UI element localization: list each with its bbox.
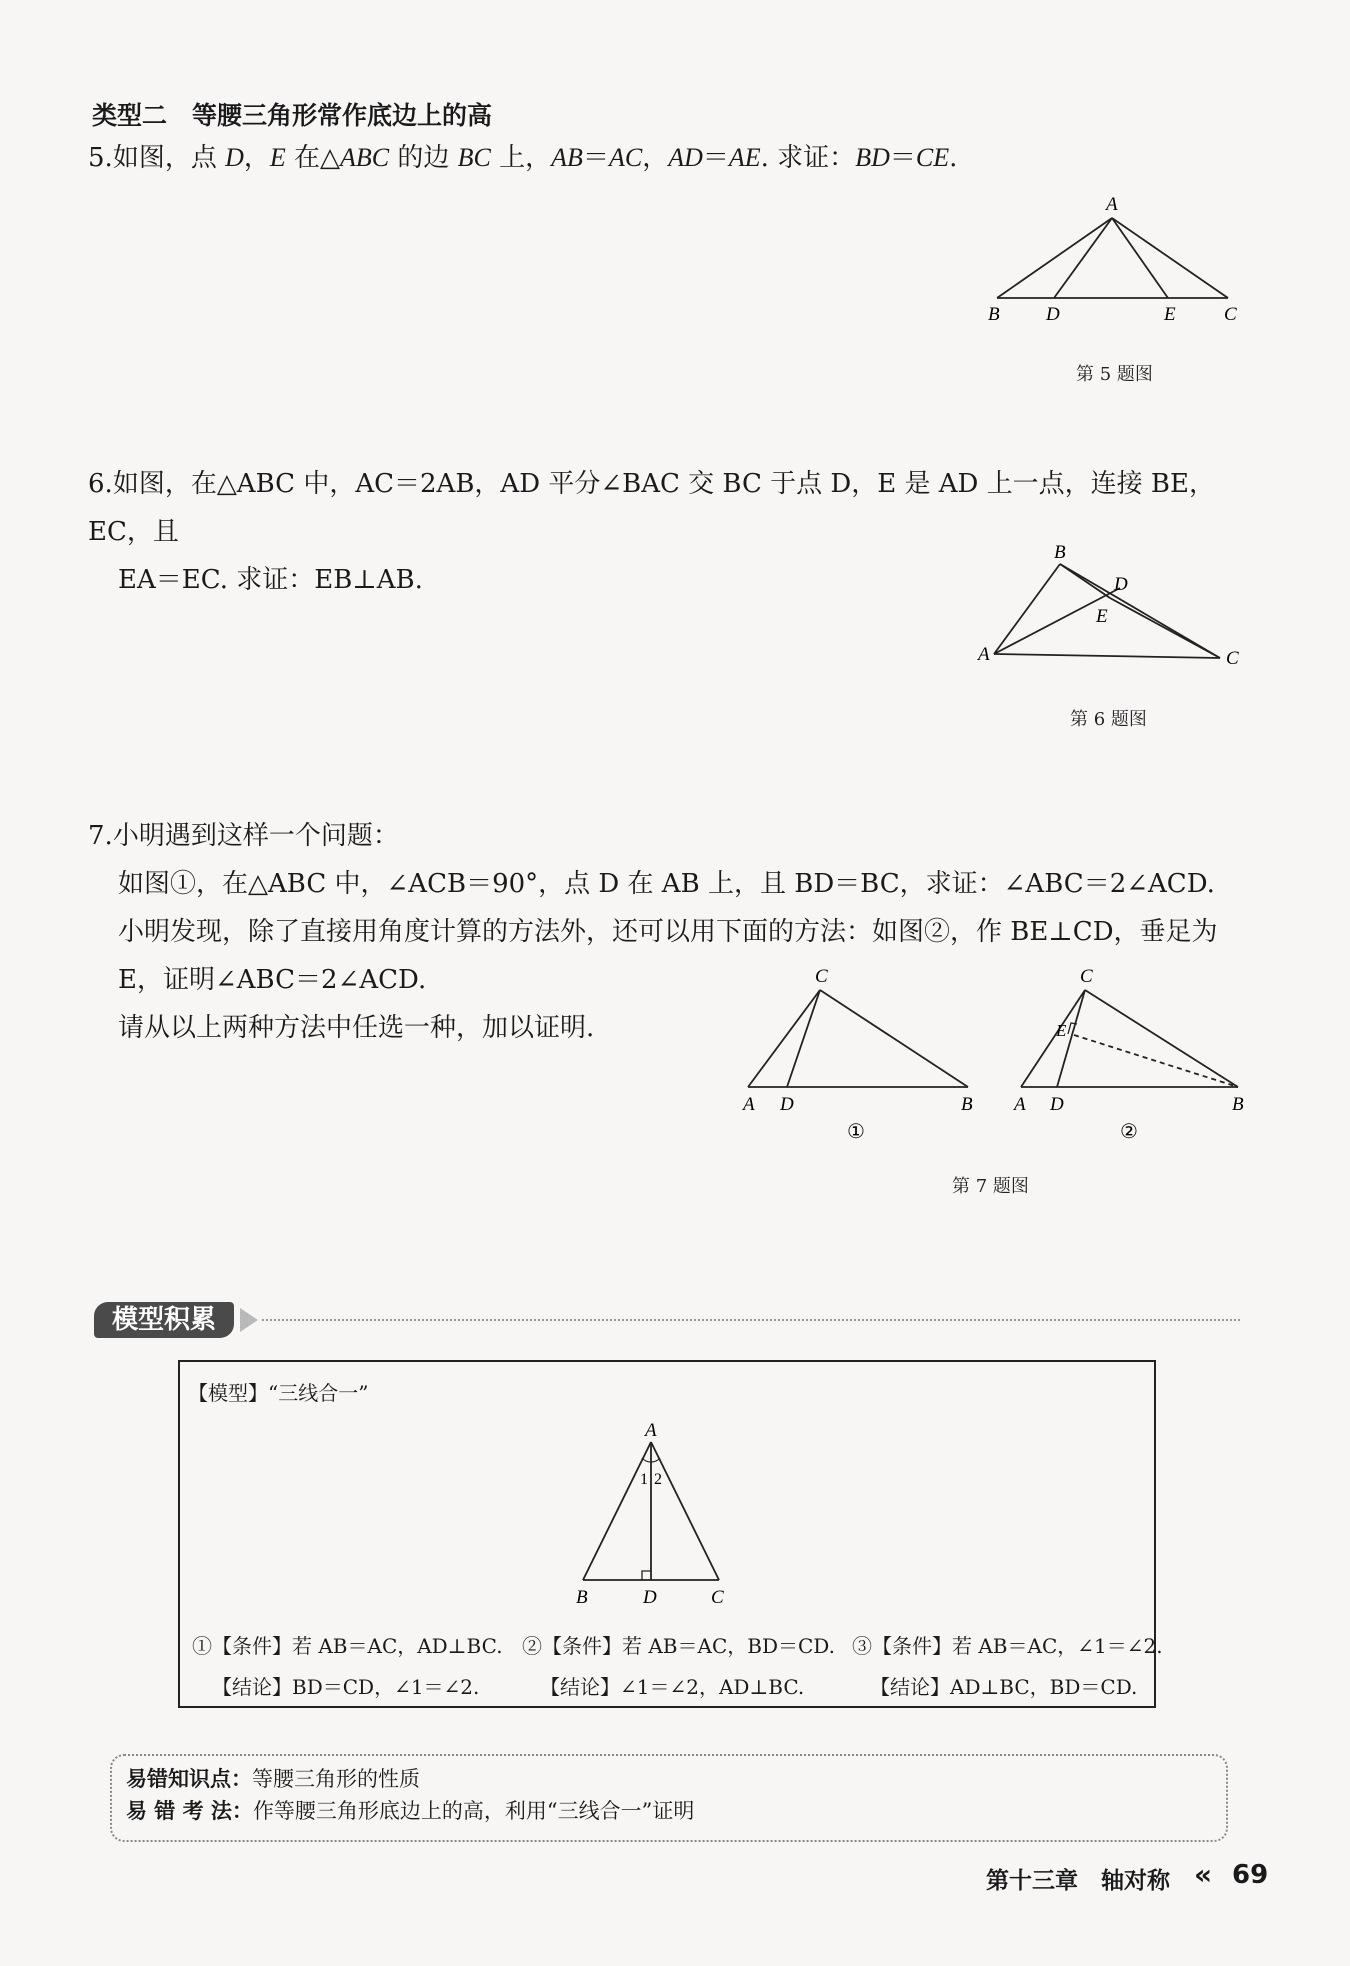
- point-label: C: [815, 966, 828, 987]
- question-number: 5.: [88, 143, 113, 173]
- point-label: B: [988, 304, 1000, 325]
- angle-label: 1: [640, 1471, 648, 1488]
- figure-caption: 第 6 题图: [1070, 709, 1147, 730]
- q5-text: ，: [642, 143, 669, 173]
- divider: [262, 1319, 1240, 1321]
- q7-line: E，证明∠ABC＝2∠ACD.: [118, 965, 427, 995]
- point-label: A: [743, 1094, 755, 1115]
- q5-text: ＝: [702, 143, 729, 173]
- conclusion-1: 【结论】BD＝CD，∠1＝∠2.: [212, 1675, 480, 1699]
- q5-text: ，: [243, 143, 270, 173]
- q5-text: ABC: [340, 143, 390, 172]
- q6-line: 如图，在△ABC 中，AC＝2AB，AD 平分∠BAC 交 BC 于点 D，E 是 AD 上一点，连接 BE，EC，且: [88, 469, 1216, 547]
- question-number: 6.: [88, 469, 113, 499]
- q5-text: 在△: [285, 143, 341, 173]
- q7-line: 如图①，在△ABC 中，∠ACB＝90°，点 D 在 AB 上，且 BD＝BC，求证：∠ABC＝2∠ACD.: [118, 869, 1215, 899]
- q5-text: 的边: [389, 143, 458, 173]
- q5-text: AE: [728, 143, 761, 172]
- q5-text: AB: [551, 143, 583, 172]
- q6-line: EA＝EC. 求证：EB⊥AB.: [118, 565, 423, 595]
- q5-text: AC: [608, 143, 643, 172]
- q7-figure-2: [1010, 960, 1250, 1140]
- q7-figure-1: [735, 960, 995, 1140]
- q5-text: 如图，点: [112, 143, 226, 173]
- condition-1: ①【条件】若 AB＝AC，AD⊥BC.: [192, 1634, 503, 1658]
- q7-line: 小明发现，除了直接用角度计算的方法外，还可以用下面的方法：如图②，作 BE⊥CD，垂足为: [118, 917, 1218, 947]
- q5-figure: [980, 190, 1250, 330]
- condition-2: ②【条件】若 AB＝AC，BD＝CD.: [522, 1634, 835, 1658]
- point-label: D: [1114, 574, 1128, 595]
- figure-number: ②: [1120, 1121, 1138, 1140]
- q5-text: 上，: [490, 143, 552, 173]
- q7-line: 请从以上两种方法中任选一种，加以证明.: [118, 1013, 595, 1043]
- point-label: B: [1054, 542, 1066, 563]
- section-title: 类型二 等腰三角形常作底边上的高: [92, 101, 493, 130]
- point-label: B: [1232, 1094, 1244, 1115]
- figure-caption: 第 7 题图: [952, 1176, 1029, 1197]
- model-figure: [570, 1420, 740, 1610]
- q5-text: . 求证：: [760, 143, 856, 173]
- tip-label: 易 错 考 法：: [126, 1799, 253, 1823]
- page-number: 69: [1232, 1860, 1269, 1890]
- arrow-icon: [240, 1308, 258, 1332]
- tip-label: 易错知识点：: [126, 1767, 252, 1791]
- point-label: D: [780, 1094, 794, 1115]
- condition-3: ③【条件】若 AB＝AC，∠1＝∠2.: [852, 1634, 1163, 1658]
- point-label: D: [1050, 1094, 1064, 1115]
- point-label: A: [1014, 1094, 1026, 1115]
- tip-line: [126, 1764, 420, 1794]
- chapter-label: 第十三章 轴对称: [986, 1868, 1170, 1894]
- q5-text: E: [269, 143, 286, 172]
- point-label: A: [978, 644, 990, 665]
- q7-line: 小明遇到这样一个问题：: [112, 821, 399, 851]
- model-header: 【模型】“三线合一”: [188, 1381, 369, 1405]
- figure-caption: 第 5 题图: [1076, 364, 1153, 385]
- point-label: E: [1056, 1021, 1067, 1040]
- model-badge: 模型积累: [94, 1302, 234, 1338]
- tip-text: 作等腰三角形底边上的高，利用“三线合一”证明: [252, 1799, 695, 1823]
- angle-label: 2: [654, 1471, 662, 1488]
- point-label: C: [1080, 966, 1093, 987]
- q5-text: BD: [855, 143, 890, 172]
- q5-text: .: [949, 143, 958, 173]
- tip-text: 等腰三角形的性质: [252, 1767, 420, 1791]
- point-label: A: [1106, 194, 1118, 215]
- point-label: D: [1046, 304, 1060, 325]
- tip-line: [126, 1796, 694, 1826]
- conclusion-2: 【结论】∠1＝∠2，AD⊥BC.: [540, 1675, 805, 1699]
- point-label: E: [1096, 606, 1108, 627]
- figure-number: ①: [847, 1121, 865, 1140]
- point-label: E: [1164, 304, 1176, 325]
- q5-text: CE: [915, 143, 950, 172]
- q5-text: AD: [668, 143, 703, 172]
- chevron-left-icon: «: [1194, 1858, 1213, 1891]
- question-5: [88, 134, 957, 182]
- q5-text: BC: [457, 143, 491, 172]
- q5-text: ＝: [582, 143, 609, 173]
- point-label: C: [711, 1587, 724, 1608]
- question-number: 7.: [88, 821, 113, 851]
- q6-figure: [970, 540, 1250, 670]
- point-label: B: [961, 1094, 973, 1115]
- point-label: B: [576, 1587, 588, 1608]
- q5-text: D: [225, 143, 244, 172]
- point-label: A: [645, 1420, 657, 1441]
- point-label: C: [1224, 304, 1237, 325]
- conclusion-3: 【结论】AD⊥BC，BD＝CD.: [870, 1675, 1138, 1699]
- point-label: C: [1226, 648, 1239, 669]
- point-label: D: [643, 1587, 657, 1608]
- q5-text: ＝: [889, 143, 916, 173]
